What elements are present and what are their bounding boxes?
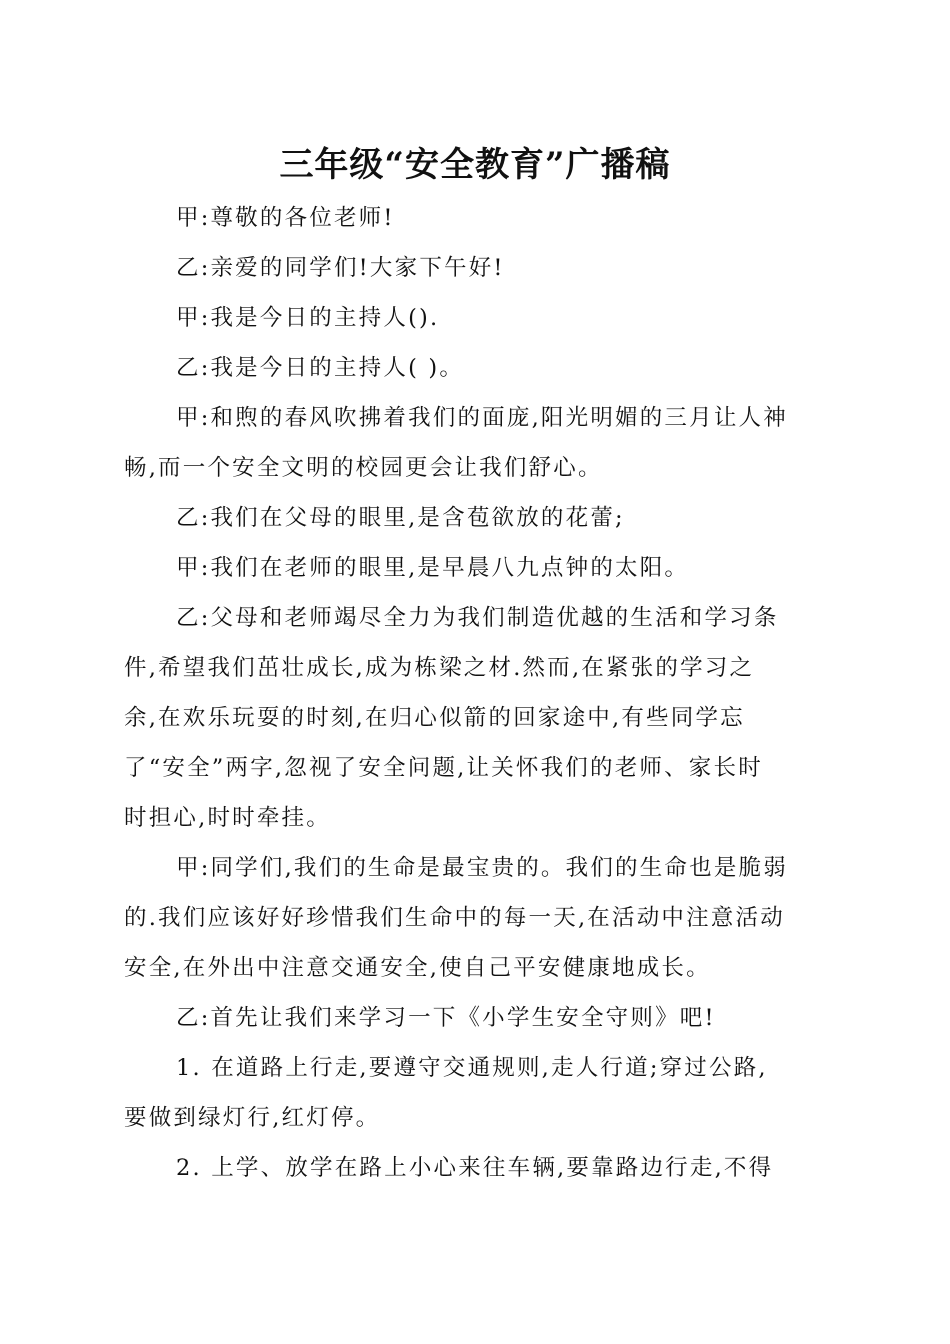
text-line: 安全,在外出中注意交通安全,使自己平安健康地成长。 — [124, 955, 711, 981]
text-line: 畅,而一个安全文明的校园更会让我们舒心。 — [124, 455, 603, 481]
text-line: 了“安全”两字,忽视了安全问题,让关怀我们的老师、家长时 — [124, 755, 763, 781]
text-line: 乙:亲爱的同学们!大家下午好! — [176, 255, 505, 281]
text-line: 余,在欢乐玩耍的时刻,在归心似箭的回家途中,有些同学忘 — [124, 705, 745, 731]
text-line: 甲:我是今日的主持人(). — [176, 305, 440, 331]
text-line: 的.我们应该好好珍惜我们生命中的每一天,在活动中注意活动 — [124, 905, 785, 931]
document-title: 三年级“安全教育”广播稿 — [279, 145, 671, 185]
text-line: 乙:我们在父母的眼里,是含苞欲放的花蕾; — [176, 505, 625, 531]
text-line: 乙:父母和老师竭尽全力为我们制造优越的生活和学习条 — [176, 605, 779, 631]
text-line: 件,希望我们茁壮成长,成为栋梁之材.然而,在紧张的学习之 — [124, 655, 755, 681]
text-line: 甲:我们在老师的眼里,是早晨八九点钟的太阳。 — [176, 555, 690, 581]
text-line: 乙:首先让我们来学习一下《小学生安全守则》吧! — [176, 1005, 716, 1031]
text-line: 要做到绿灯行,红灯停。 — [124, 1105, 381, 1131]
text-line: 甲:尊敬的各位老师! — [176, 205, 395, 231]
text-line: 1. 在道路上行走,要遵守交通规则,走人行道;穿过公路, — [176, 1055, 768, 1081]
document-body — [124, 193, 830, 1193]
text-line: 乙:我是今日的主持人( )。 — [176, 355, 465, 381]
text-line: 甲:和煦的春风吹拂着我们的面庞,阳光明媚的三月让人神 — [176, 405, 788, 431]
text-line: 时担心,时时牵挂。 — [124, 805, 331, 831]
text-line: 2. 上学、放学在路上小心来往车辆,要靠路边行走,不得 — [176, 1155, 774, 1181]
text-line: 甲:同学们,我们的生命是最宝贵的。我们的生命也是脆弱 — [176, 855, 788, 881]
